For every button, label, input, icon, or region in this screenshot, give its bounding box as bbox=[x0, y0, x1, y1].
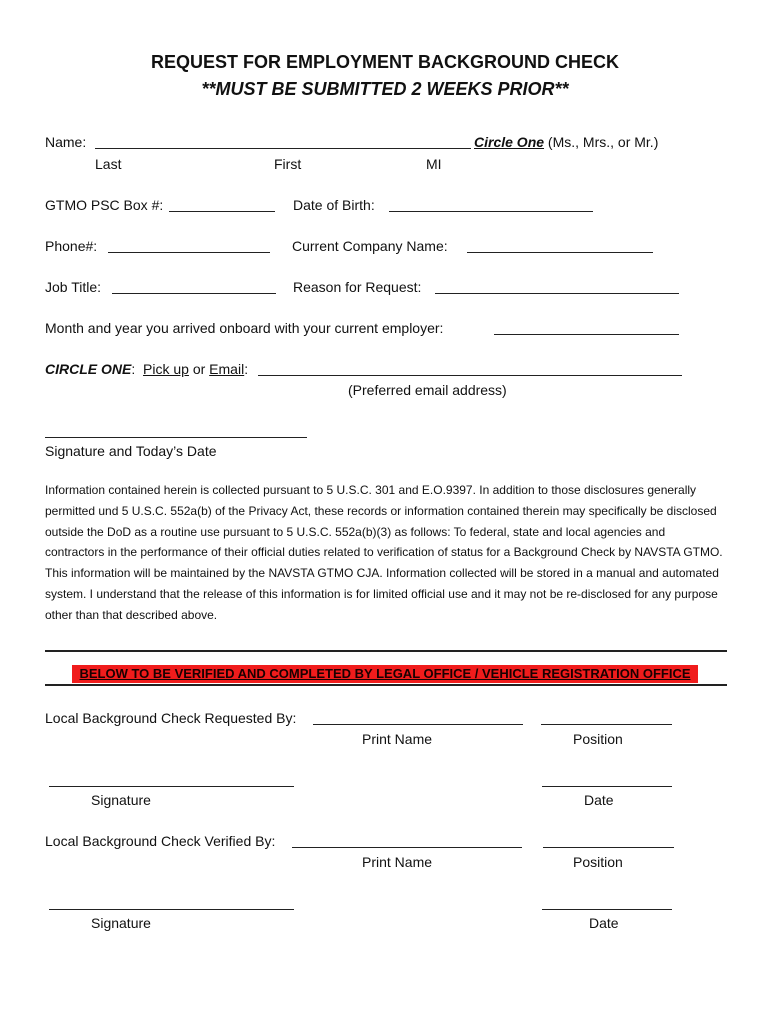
applicant-signature-line[interactable] bbox=[45, 437, 307, 438]
privacy-statement: Information contained herein is collected pursuant to 5 U.S.C. 301 and E.O.9397. In addition to those disclosures generally permitted und 5 U.S.C. 552a(b) of the Privacy Act, these records or information contained therein may specifically be disclosed outside the DoD as a routine use pursuant to 5 U.S.C. 552a(b)(3) as follows: To federal, state and local agencies and contractors in the performance of their official duties related to verification of status for a Background Check by NAVSTA GTMO. This information will be maintained by the NAVSTA GTMO CJA. Information collected will be stored in a manual and automated system. I understand that the release of this information is for limited official use and it may not be re-disclosed for any purpose other than that described above. bbox=[45, 483, 723, 622]
name-label: Name: bbox=[45, 134, 87, 150]
requested-by-label: Local Background Check Requested By: bbox=[45, 710, 297, 726]
verified-by-name-field[interactable] bbox=[292, 834, 522, 848]
verified-signature-line[interactable] bbox=[49, 909, 294, 910]
verified-position-label: Position bbox=[573, 854, 623, 870]
requested-by-position-field[interactable] bbox=[541, 711, 672, 725]
verified-date-line[interactable] bbox=[542, 909, 672, 910]
reason-label: Reason for Request: bbox=[293, 279, 422, 295]
verified-by-position-field[interactable] bbox=[543, 834, 674, 848]
psc-box-label: GTMO PSC Box #: bbox=[45, 197, 164, 213]
section-divider-top bbox=[45, 650, 727, 652]
requested-print-name-label: Print Name bbox=[362, 731, 433, 747]
office-banner: BELOW TO BE VERIFIED AND COMPLETED BY LEGAL OFFICE / VEHICLE REGISTRATION OFFICE bbox=[72, 665, 698, 683]
arrival-field[interactable] bbox=[494, 321, 679, 335]
last-label: Last bbox=[95, 156, 122, 172]
requested-by-name-field[interactable] bbox=[313, 711, 523, 725]
delivery-circle-label: CIRCLE ONE bbox=[45, 361, 132, 377]
job-title-field[interactable] bbox=[112, 280, 276, 294]
title-options[interactable]: (Ms., Mrs., or Mr.) bbox=[547, 134, 659, 150]
phone-label: Phone#: bbox=[45, 238, 98, 254]
email-hint: (Preferred email address) bbox=[348, 382, 507, 398]
applicant-signature-label: Signature and Today’s Date bbox=[45, 443, 217, 459]
dob-label: Date of Birth: bbox=[293, 197, 375, 213]
dob-field[interactable] bbox=[389, 198, 593, 212]
section-divider-bottom bbox=[45, 684, 727, 686]
verified-by-label: Local Background Check Verified By: bbox=[45, 833, 276, 849]
email-option[interactable]: Email bbox=[209, 361, 245, 377]
company-field[interactable] bbox=[467, 239, 653, 253]
company-label: Current Company Name: bbox=[292, 238, 448, 254]
delivery-method-group: CIRCLE ONE: Pick up or Email: bbox=[45, 361, 249, 377]
requested-date-label: Date bbox=[584, 792, 614, 808]
name-field[interactable] bbox=[95, 135, 471, 149]
circle-one-group bbox=[474, 134, 658, 150]
verified-date-label: Date bbox=[589, 915, 619, 931]
email-field[interactable] bbox=[258, 362, 682, 376]
verified-print-name-label: Print Name bbox=[362, 854, 433, 870]
requested-signature-line[interactable] bbox=[49, 786, 294, 787]
requested-signature-label: Signature bbox=[91, 792, 151, 808]
circle-one-label: Circle One bbox=[474, 134, 545, 150]
psc-box-field[interactable] bbox=[169, 198, 275, 212]
job-title-label: Job Title: bbox=[45, 279, 102, 295]
phone-field[interactable] bbox=[108, 239, 270, 253]
form-subtitle: **MUST BE SUBMITTED 2 WEEKS PRIOR** bbox=[201, 79, 569, 99]
requested-position-label: Position bbox=[573, 731, 623, 747]
mi-label: MI bbox=[426, 156, 442, 172]
first-label: First bbox=[274, 156, 302, 172]
pickup-option[interactable]: Pick up bbox=[143, 361, 189, 377]
or-text: or bbox=[192, 361, 206, 377]
form-title: REQUEST FOR EMPLOYMENT BACKGROUND CHECK bbox=[150, 52, 619, 72]
requested-date-line[interactable] bbox=[542, 786, 672, 787]
arrival-label: Month and year you arrived onboard with your current employer: bbox=[45, 320, 444, 336]
verified-signature-label: Signature bbox=[91, 915, 151, 931]
reason-field[interactable] bbox=[435, 280, 679, 294]
